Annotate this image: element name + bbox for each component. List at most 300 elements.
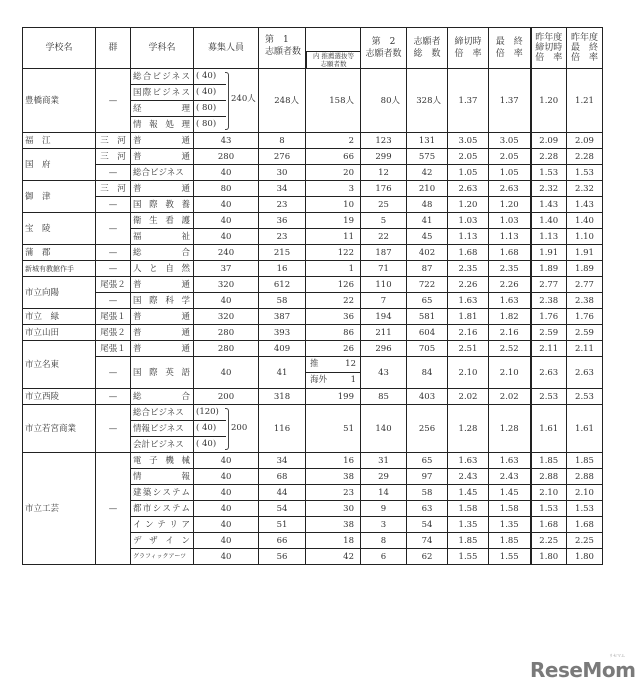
first-choice: 393 — [259, 325, 306, 341]
final-ratio: 2.63 — [489, 181, 531, 197]
department: 情報ビジネス — [131, 421, 194, 437]
first-choice: 68 — [259, 469, 306, 485]
first-choice: 30 — [259, 165, 306, 181]
final-ratio: 1.58 — [489, 501, 531, 517]
final-ratio: 1.45 — [489, 485, 531, 501]
deadline-ratio: 2.43 — [448, 469, 489, 485]
total-applicants: 328人 — [407, 69, 448, 133]
total-applicants: 581 — [407, 309, 448, 325]
total-quota: 240人 — [231, 94, 256, 104]
deadline-ratio: 1.45 — [448, 485, 489, 501]
final-ratio: 1.63 — [489, 293, 531, 309]
sub-quota: ( 40) — [194, 85, 226, 101]
deadline-ratio: 1.03 — [448, 213, 489, 229]
first-choice: 248人 — [259, 69, 306, 133]
split-label: 推 — [310, 359, 319, 369]
last-year-final: 2.88 — [567, 469, 603, 485]
recommended: 22 — [306, 293, 361, 309]
total-applicants: 256 — [407, 405, 448, 453]
last-year-final: 1.10 — [567, 229, 603, 245]
recommended: 11 — [306, 229, 361, 245]
quota: 280 — [194, 149, 259, 165]
resemom-logo: ReseMom — [530, 658, 636, 682]
last-year-final: 1.91 — [567, 245, 603, 261]
department: 電 子 機 械 — [131, 453, 194, 469]
final-ratio: 2.52 — [489, 341, 531, 357]
last-year-final: 2.11 — [567, 341, 603, 357]
final-ratio: 1.20 — [489, 197, 531, 213]
final-ratio: 2.35 — [489, 261, 531, 277]
table-row — [23, 197, 603, 213]
quota: 40 — [194, 165, 259, 181]
second-choice: 140 — [361, 405, 407, 453]
table-row — [23, 277, 603, 293]
last-year-final: 2.09 — [567, 133, 603, 149]
second-choice: 5 — [361, 213, 407, 229]
total-applicants: 575 — [407, 149, 448, 165]
school-name: 新城有教館作手 — [23, 261, 96, 277]
department: デ ザ イ ン — [131, 533, 194, 549]
total-applicants: 63 — [407, 501, 448, 517]
total-applicants: 65 — [407, 293, 448, 309]
quota: 43 — [194, 133, 259, 149]
department: 普 通 — [131, 309, 194, 325]
department: 総 合 — [131, 245, 194, 261]
group: 三 河 — [96, 133, 131, 149]
last-year-deadline: 1.61 — [531, 405, 567, 453]
sub-quota: (120) — [194, 405, 226, 421]
final-ratio: 2.02 — [489, 389, 531, 405]
group: — — [96, 389, 131, 405]
total-applicants: 84 — [407, 357, 448, 389]
total-applicants: 41 — [407, 213, 448, 229]
table-row — [23, 165, 603, 181]
department: 福 祉 — [131, 229, 194, 245]
second-choice: 85 — [361, 389, 407, 405]
recommended: 1 — [306, 261, 361, 277]
department: 普 通 — [131, 325, 194, 341]
final-ratio: 1.28 — [489, 405, 531, 453]
header-final-ratio: 最 終 倍 率 — [489, 28, 531, 69]
second-choice: 80人 — [361, 69, 407, 133]
department: グラフィックアーツ — [131, 549, 194, 565]
total-applicants: 403 — [407, 389, 448, 405]
quota: 280 — [194, 325, 259, 341]
last-year-deadline: 1.76 — [531, 309, 567, 325]
last-year-deadline: 2.09 — [531, 133, 567, 149]
quota: 40 — [194, 469, 259, 485]
deadline-ratio: 2.26 — [448, 277, 489, 293]
table-row — [23, 213, 603, 229]
quota: 37 — [194, 261, 259, 277]
last-year-final: 2.63 — [567, 357, 603, 389]
total-applicants: 210 — [407, 181, 448, 197]
admission-table — [22, 27, 603, 565]
first-choice: 56 — [259, 549, 306, 565]
deadline-ratio: 2.10 — [448, 357, 489, 389]
recommended: 42 — [306, 549, 361, 565]
quota: 320 — [194, 309, 259, 325]
header-last-year-final: 昨年度 最 終 倍 率 — [567, 28, 603, 69]
deadline-ratio: 1.13 — [448, 229, 489, 245]
first-choice: 66 — [259, 533, 306, 549]
last-year-deadline: 2.38 — [531, 293, 567, 309]
department: 都市システム — [131, 501, 194, 517]
recommended-split — [306, 357, 361, 389]
group: 尾張２ — [96, 277, 131, 293]
first-choice: 58 — [259, 293, 306, 309]
last-year-deadline: 2.28 — [531, 149, 567, 165]
last-year-deadline: 2.77 — [531, 277, 567, 293]
deadline-ratio: 1.68 — [448, 245, 489, 261]
last-year-deadline: 2.63 — [531, 357, 567, 389]
header-last-year-deadline: 昨年度 締切時 倍 率 — [531, 28, 567, 69]
recommended: 122 — [306, 245, 361, 261]
deadline-ratio: 2.63 — [448, 181, 489, 197]
group: — — [96, 69, 131, 133]
header-first-choice: 第 1 志願者数 — [259, 28, 306, 69]
recommended: 199 — [306, 389, 361, 405]
deadline-ratio: 2.02 — [448, 389, 489, 405]
second-choice: 22 — [361, 229, 407, 245]
department: インテリア — [131, 517, 194, 533]
school-name: 福 江 — [23, 133, 96, 149]
sub-quota: ( 80) — [194, 101, 226, 117]
deadline-ratio: 1.37 — [448, 69, 489, 133]
recommended: 158人 — [306, 69, 361, 133]
last-year-final: 2.59 — [567, 325, 603, 341]
table-row — [23, 261, 603, 277]
deadline-ratio: 1.58 — [448, 501, 489, 517]
recommended: 26 — [306, 341, 361, 357]
group: — — [96, 453, 131, 565]
deadline-ratio: 1.20 — [448, 197, 489, 213]
deadline-ratio: 2.51 — [448, 341, 489, 357]
total-applicants: 131 — [407, 133, 448, 149]
last-year-deadline: 2.88 — [531, 469, 567, 485]
group: — — [96, 357, 131, 389]
total-applicants: 722 — [407, 277, 448, 293]
school-name: 市立西陵 — [23, 389, 96, 405]
last-year-final: 1.53 — [567, 165, 603, 181]
quota: 40 — [194, 549, 259, 565]
department: 総合ビジネス — [131, 165, 194, 181]
school-name: 市立山田 — [23, 325, 96, 341]
header-department: 学科名 — [131, 28, 194, 69]
second-choice: 296 — [361, 341, 407, 357]
recommended: 126 — [306, 277, 361, 293]
second-choice: 25 — [361, 197, 407, 213]
last-year-final: 2.32 — [567, 181, 603, 197]
split-value: 1 — [350, 375, 356, 385]
group: 尾張１ — [96, 309, 131, 325]
first-choice: 34 — [259, 453, 306, 469]
table-row — [23, 389, 603, 405]
last-year-final: 1.61 — [567, 405, 603, 453]
quota: 280 — [194, 341, 259, 357]
recommended-domestic — [306, 357, 360, 372]
total-quota: 200 — [231, 423, 248, 433]
table-row — [23, 181, 603, 197]
second-choice: 9 — [361, 501, 407, 517]
second-choice: 299 — [361, 149, 407, 165]
first-choice: 23 — [259, 229, 306, 245]
group: 尾張１ — [96, 341, 131, 357]
final-ratio: 2.26 — [489, 277, 531, 293]
last-year-deadline: 2.10 — [531, 485, 567, 501]
total-applicants: 65 — [407, 453, 448, 469]
recommended: 86 — [306, 325, 361, 341]
brace-icon — [225, 72, 229, 130]
header-total: 志願者 総 数 — [407, 28, 448, 69]
table-row — [23, 245, 603, 261]
split-label: 海外 — [310, 375, 328, 385]
last-year-final: 1.80 — [567, 549, 603, 565]
school-name: 市立 緑 — [23, 309, 96, 325]
school-name: 市立向陽 — [23, 277, 96, 309]
group: — — [96, 261, 131, 277]
table-row — [23, 69, 603, 85]
header-group: 群 — [96, 28, 131, 69]
sub-quota: ( 40) — [194, 69, 226, 85]
last-year-final: 1.40 — [567, 213, 603, 229]
department: 衛 生 看 護 — [131, 213, 194, 229]
department: 総合ビジネス — [131, 69, 194, 85]
first-choice: 41 — [259, 357, 306, 389]
final-ratio: 1.85 — [489, 533, 531, 549]
group: 三 河 — [96, 181, 131, 197]
department: 情 報 処 理 — [131, 117, 194, 133]
quota: 40 — [194, 229, 259, 245]
last-year-deadline: 1.85 — [531, 453, 567, 469]
total-applicants: 42 — [407, 165, 448, 181]
header-deadline-ratio: 締切時 倍 率 — [448, 28, 489, 69]
deadline-ratio: 2.35 — [448, 261, 489, 277]
last-year-final: 1.43 — [567, 197, 603, 213]
final-ratio: 1.55 — [489, 549, 531, 565]
second-choice: 12 — [361, 165, 407, 181]
department: 経 理 — [131, 101, 194, 117]
quota: 320 — [194, 277, 259, 293]
header-quota: 募集人員 — [194, 28, 259, 69]
total-applicants: 604 — [407, 325, 448, 341]
school-name: 市立名東 — [23, 341, 96, 389]
final-ratio: 1.68 — [489, 245, 531, 261]
deadline-ratio: 1.28 — [448, 405, 489, 453]
first-choice: 34 — [259, 181, 306, 197]
second-choice: 7 — [361, 293, 407, 309]
header-second-choice: 第 2 志願者数 — [361, 28, 407, 69]
recommended: 30 — [306, 501, 361, 517]
recommended: 38 — [306, 517, 361, 533]
deadline-ratio: 3.05 — [448, 133, 489, 149]
department: 国 際 教 養 — [131, 197, 194, 213]
school-name: 蒲 郡 — [23, 245, 96, 261]
recommended: 23 — [306, 485, 361, 501]
first-choice: 387 — [259, 309, 306, 325]
final-ratio: 1.03 — [489, 213, 531, 229]
department: 人 と 自 然 — [131, 261, 194, 277]
final-ratio: 2.05 — [489, 149, 531, 165]
second-choice: 211 — [361, 325, 407, 341]
last-year-final: 2.77 — [567, 277, 603, 293]
recommended: 51 — [306, 405, 361, 453]
group: 尾張２ — [96, 325, 131, 341]
total-applicants: 402 — [407, 245, 448, 261]
second-choice: 3 — [361, 517, 407, 533]
second-choice: 31 — [361, 453, 407, 469]
table-row — [23, 293, 603, 309]
sub-quota: ( 40) — [196, 439, 217, 449]
second-choice: 71 — [361, 261, 407, 277]
quota: 40 — [194, 517, 259, 533]
final-ratio: 1.63 — [489, 453, 531, 469]
first-choice: 44 — [259, 485, 306, 501]
resemom-logo-sub: リセマム — [609, 653, 625, 658]
deadline-ratio: 1.85 — [448, 533, 489, 549]
recommended: 18 — [306, 533, 361, 549]
group: — — [96, 293, 131, 309]
table-row — [23, 453, 603, 469]
total-applicants: 54 — [407, 517, 448, 533]
table-row — [23, 309, 603, 325]
quota-breakdown — [194, 405, 259, 453]
first-choice: 23 — [259, 197, 306, 213]
last-year-deadline: 1.20 — [531, 69, 567, 133]
last-year-final: 2.38 — [567, 293, 603, 309]
first-choice: 116 — [259, 405, 306, 453]
recommended: 36 — [306, 309, 361, 325]
final-ratio: 2.16 — [489, 325, 531, 341]
second-choice: 14 — [361, 485, 407, 501]
table-row — [23, 325, 603, 341]
school-name: 国 府 — [23, 149, 96, 181]
recommended: 2 — [306, 133, 361, 149]
last-year-deadline: 1.68 — [531, 517, 567, 533]
last-year-deadline: 1.91 — [531, 245, 567, 261]
recommended: 20 — [306, 165, 361, 181]
first-choice: 409 — [259, 341, 306, 357]
school-name: 宝 陵 — [23, 213, 96, 245]
last-year-final: 1.68 — [567, 517, 603, 533]
last-year-final: 2.53 — [567, 389, 603, 405]
group: — — [96, 213, 131, 245]
second-choice: 8 — [361, 533, 407, 549]
last-year-deadline: 2.11 — [531, 341, 567, 357]
last-year-final: 1.21 — [567, 69, 603, 133]
deadline-ratio: 1.81 — [448, 309, 489, 325]
department: 普 通 — [131, 277, 194, 293]
quota: 40 — [194, 453, 259, 469]
recommended: 10 — [306, 197, 361, 213]
first-choice: 8 — [259, 133, 306, 149]
recommended-overseas — [306, 372, 360, 388]
total-applicants: 87 — [407, 261, 448, 277]
group: — — [96, 165, 131, 181]
quota: 40 — [194, 197, 259, 213]
brace-icon — [225, 408, 229, 450]
final-ratio: 1.13 — [489, 229, 531, 245]
group: 三 河 — [96, 149, 131, 165]
second-choice: 29 — [361, 469, 407, 485]
deadline-ratio: 1.63 — [448, 453, 489, 469]
header-school: 学校名 — [23, 28, 96, 69]
group: — — [96, 405, 131, 453]
department: 国 際 英 語 — [131, 357, 194, 389]
total-applicants: 705 — [407, 341, 448, 357]
quota: 40 — [194, 357, 259, 389]
quota: 40 — [194, 213, 259, 229]
second-choice: 187 — [361, 245, 407, 261]
deadline-ratio: 1.55 — [448, 549, 489, 565]
last-year-deadline: 1.43 — [531, 197, 567, 213]
last-year-final: 1.76 — [567, 309, 603, 325]
total-applicants: 74 — [407, 533, 448, 549]
quota: 200 — [194, 389, 259, 405]
table-row — [23, 341, 603, 357]
quota: 80 — [194, 181, 259, 197]
last-year-final: 1.89 — [567, 261, 603, 277]
first-choice: 16 — [259, 261, 306, 277]
last-year-deadline: 2.59 — [531, 325, 567, 341]
table-row — [23, 149, 603, 165]
department: 国 際 科 学 — [131, 293, 194, 309]
table-row — [23, 133, 603, 149]
deadline-ratio: 1.05 — [448, 165, 489, 181]
sub-quota: ( 40) — [194, 421, 226, 437]
last-year-deadline: 1.13 — [531, 229, 567, 245]
first-choice: 318 — [259, 389, 306, 405]
header-row — [23, 28, 603, 69]
final-ratio: 3.05 — [489, 133, 531, 149]
table-row — [23, 405, 603, 421]
last-year-deadline: 1.53 — [531, 165, 567, 181]
deadline-ratio: 2.16 — [448, 325, 489, 341]
school-name: 豊橋商業 — [23, 69, 96, 133]
sub-quota: ( 80) — [196, 119, 217, 129]
last-year-final: 2.25 — [567, 533, 603, 549]
quota: 40 — [194, 533, 259, 549]
department: 普 通 — [131, 133, 194, 149]
group: — — [96, 245, 131, 261]
table-row — [23, 357, 603, 389]
recommended: 38 — [306, 469, 361, 485]
last-year-final: 1.85 — [567, 453, 603, 469]
recommended: 66 — [306, 149, 361, 165]
total-applicants: 48 — [407, 197, 448, 213]
final-ratio: 2.10 — [489, 357, 531, 389]
quota: 40 — [194, 501, 259, 517]
final-ratio: 1.82 — [489, 309, 531, 325]
school-name: 市立若宮商業 — [23, 405, 96, 453]
quota: 240 — [194, 245, 259, 261]
header-recommended: 内 推薦選抜等 志願者数 — [306, 28, 361, 69]
last-year-final: 1.53 — [567, 501, 603, 517]
last-year-deadline: 1.40 — [531, 213, 567, 229]
department: 会計ビジネス — [131, 437, 194, 453]
recommended: 19 — [306, 213, 361, 229]
department: 普 通 — [131, 341, 194, 357]
quota-breakdown — [194, 69, 259, 133]
final-ratio: 1.37 — [489, 69, 531, 133]
second-choice: 176 — [361, 181, 407, 197]
last-year-deadline: 2.32 — [531, 181, 567, 197]
total-applicants: 62 — [407, 549, 448, 565]
final-ratio: 2.43 — [489, 469, 531, 485]
deadline-ratio: 2.05 — [448, 149, 489, 165]
school-name: 御 津 — [23, 181, 96, 213]
second-choice: 123 — [361, 133, 407, 149]
